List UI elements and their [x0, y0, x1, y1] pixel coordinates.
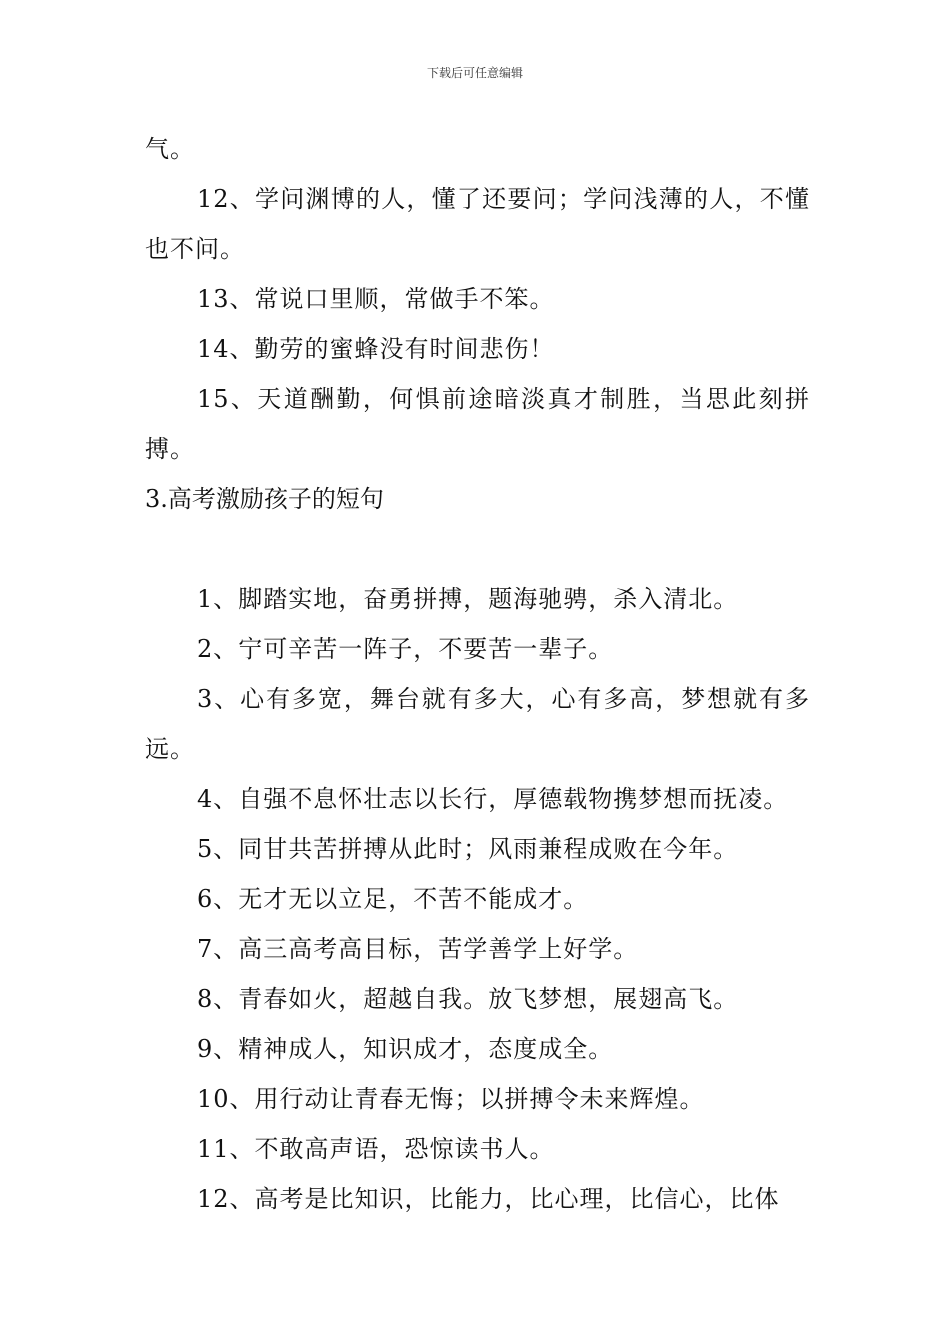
- list-item: 12、学问渊博的人，懂了还要问；学问浅薄的人，不懂也不问。: [145, 185, 810, 263]
- list-item: 9、精神成人，知识成才，态度成全。: [197, 1035, 614, 1063]
- list-item: 3、心有多宽，舞台就有多大，心有多高，梦想就有多远。: [145, 685, 810, 763]
- page-header: 下载后可任意编辑: [426, 66, 523, 80]
- list-item: 4、自强不息怀壮志以长行，厚德载物携梦想而抚凌。: [197, 785, 789, 813]
- list-item: 5、同甘共苦拼搏从此时；风雨兼程成败在今年。: [197, 835, 739, 863]
- list-item: 14、勤劳的蜜蜂没有时间悲伤！: [197, 335, 555, 363]
- section-heading: 3.高考激励孩子的短句: [145, 485, 384, 513]
- continued-text: 气。: [145, 135, 195, 163]
- list-item: 11、不敢高声语，恐惊读书人。: [197, 1135, 555, 1163]
- list-item: 10、用行动让青春无悔；以拼搏令未来辉煌。: [197, 1085, 705, 1113]
- list-item: 2、宁可辛苦一阵子，不要苦一辈子。: [197, 635, 614, 663]
- list-item: 6、无才无以立足，不苦不能成才。: [197, 885, 589, 913]
- blank-line: [145, 524, 810, 574]
- document-body: [145, 124, 810, 1224]
- list-item: 12、高考是比知识，比能力，比心理，比信心，比体: [197, 1185, 780, 1213]
- list-item: 7、高三高考高目标，苦学善学上好学。: [197, 935, 639, 963]
- list-item: 8、青春如火，超越自我。放飞梦想，展翅高飞。: [197, 985, 739, 1013]
- list-item: 13、常说口里顺，常做手不笨。: [197, 285, 555, 313]
- list-item: 15、天道酬勤，何惧前途暗淡真才制胜，当思此刻拼搏。: [145, 385, 810, 463]
- list-item: 1、脚踏实地，奋勇拼搏，题海驰骋，杀入清北。: [197, 585, 739, 613]
